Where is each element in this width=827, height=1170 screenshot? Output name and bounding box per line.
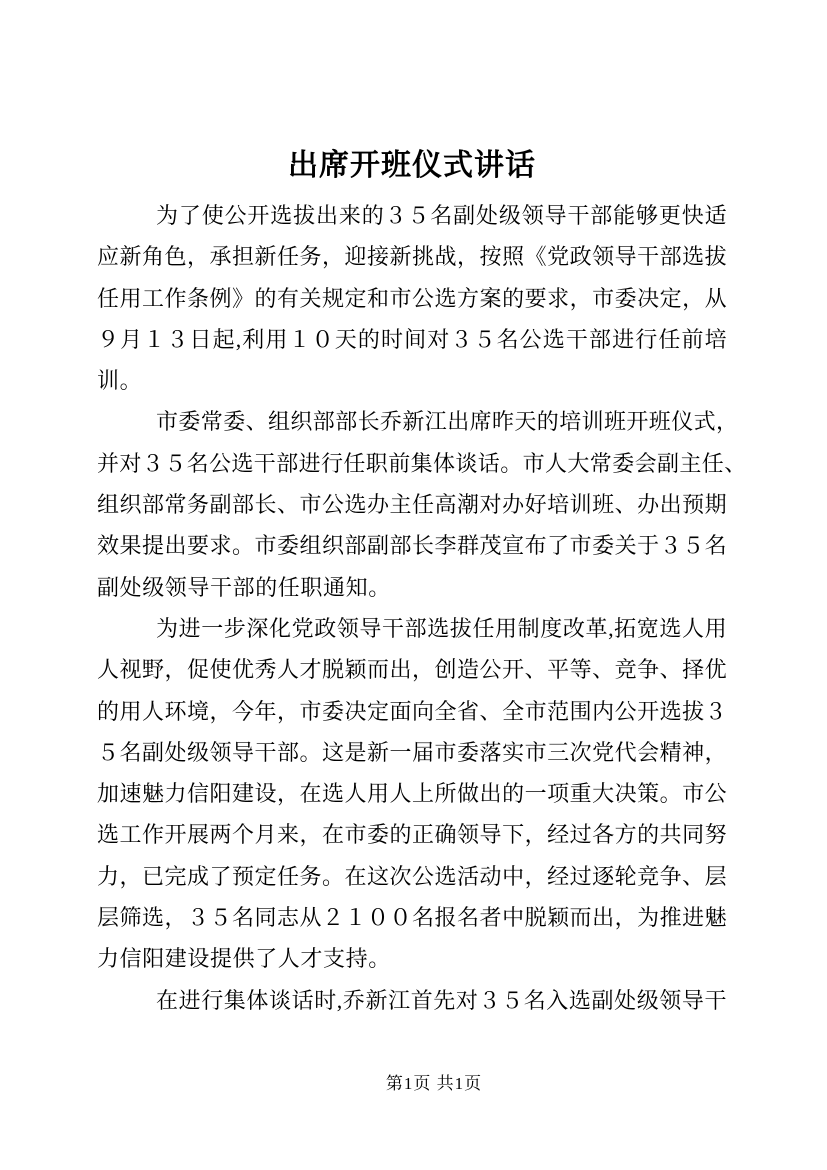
- paragraph: [97, 195, 727, 401]
- body-line: ５名副处级领导干部。这是新一届市委落实市三次党代会精神，: [97, 739, 727, 765]
- body-line: 应新角色，承担新任务，迎接新挑战，按照《党政领导干部选拔: [97, 244, 727, 270]
- body-line: 并对３５名公选干部进行任职前集体谈话。市人大常委会副主任、: [97, 450, 747, 476]
- body-line: ９月１３日起,利用１０天的时间对３５名公选干部进行任前培: [97, 326, 727, 352]
- body-line: 训。: [97, 368, 143, 394]
- body-line: 力信阳建设提供了人才支持。: [97, 946, 391, 972]
- body-line: 人视野，促使优秀人才脱颖而出，创造公开、平等、竞争、择优: [97, 657, 727, 683]
- page-footer: 第1页 共1页: [385, 1074, 483, 1093]
- body-line: 加速魅力信阳建设，在选人用人上所做出的一项重大决策。市公: [97, 781, 727, 807]
- body-line: 力，已完成了预定任务。在这次公选活动中，经过逐轮竞争、层: [97, 863, 727, 889]
- body-line: 副处级领导干部的任职通知。: [97, 574, 391, 600]
- body-line: 在进行集体谈话时,乔新江首先对３５名入选副处级领导干: [156, 987, 728, 1013]
- body-line: 效果提出要求。市委组织部副部长李群茂宣布了市委关于３５名: [97, 533, 727, 559]
- body-line: 组织部常务副部长、市公选办主任高潮对办好培训班、办出预期: [97, 492, 727, 518]
- paragraph: [97, 401, 747, 607]
- paragraph: [97, 980, 727, 1021]
- body-line: 的用人环境，今年，市委决定面向全省、全市范围内公开选拔３: [97, 698, 727, 724]
- body-line: 层筛选，３５名同志从２１００名报名者中脱颖而出，为推进魅: [97, 905, 727, 931]
- body-line: 选工作开展两个月来，在市委的正确领导下，经过各方的共同努: [97, 822, 727, 848]
- body-line: 为了使公开选拔出来的３５名副处级领导干部能够更快适: [156, 203, 727, 228]
- body-line: 为进一步深化党政领导干部选拔任用制度改革,拓宽选人用: [156, 615, 727, 641]
- document-body: [97, 195, 747, 1021]
- document-title: 出席开班仪式讲话: [288, 149, 536, 182]
- paragraph: [97, 608, 727, 980]
- body-line: 市委常委、组织部部长乔新江出席昨天的培训班开班仪式，: [156, 409, 739, 435]
- body-line: 任用工作条例》的有关规定和市公选方案的要求，市委决定，从: [97, 285, 727, 311]
